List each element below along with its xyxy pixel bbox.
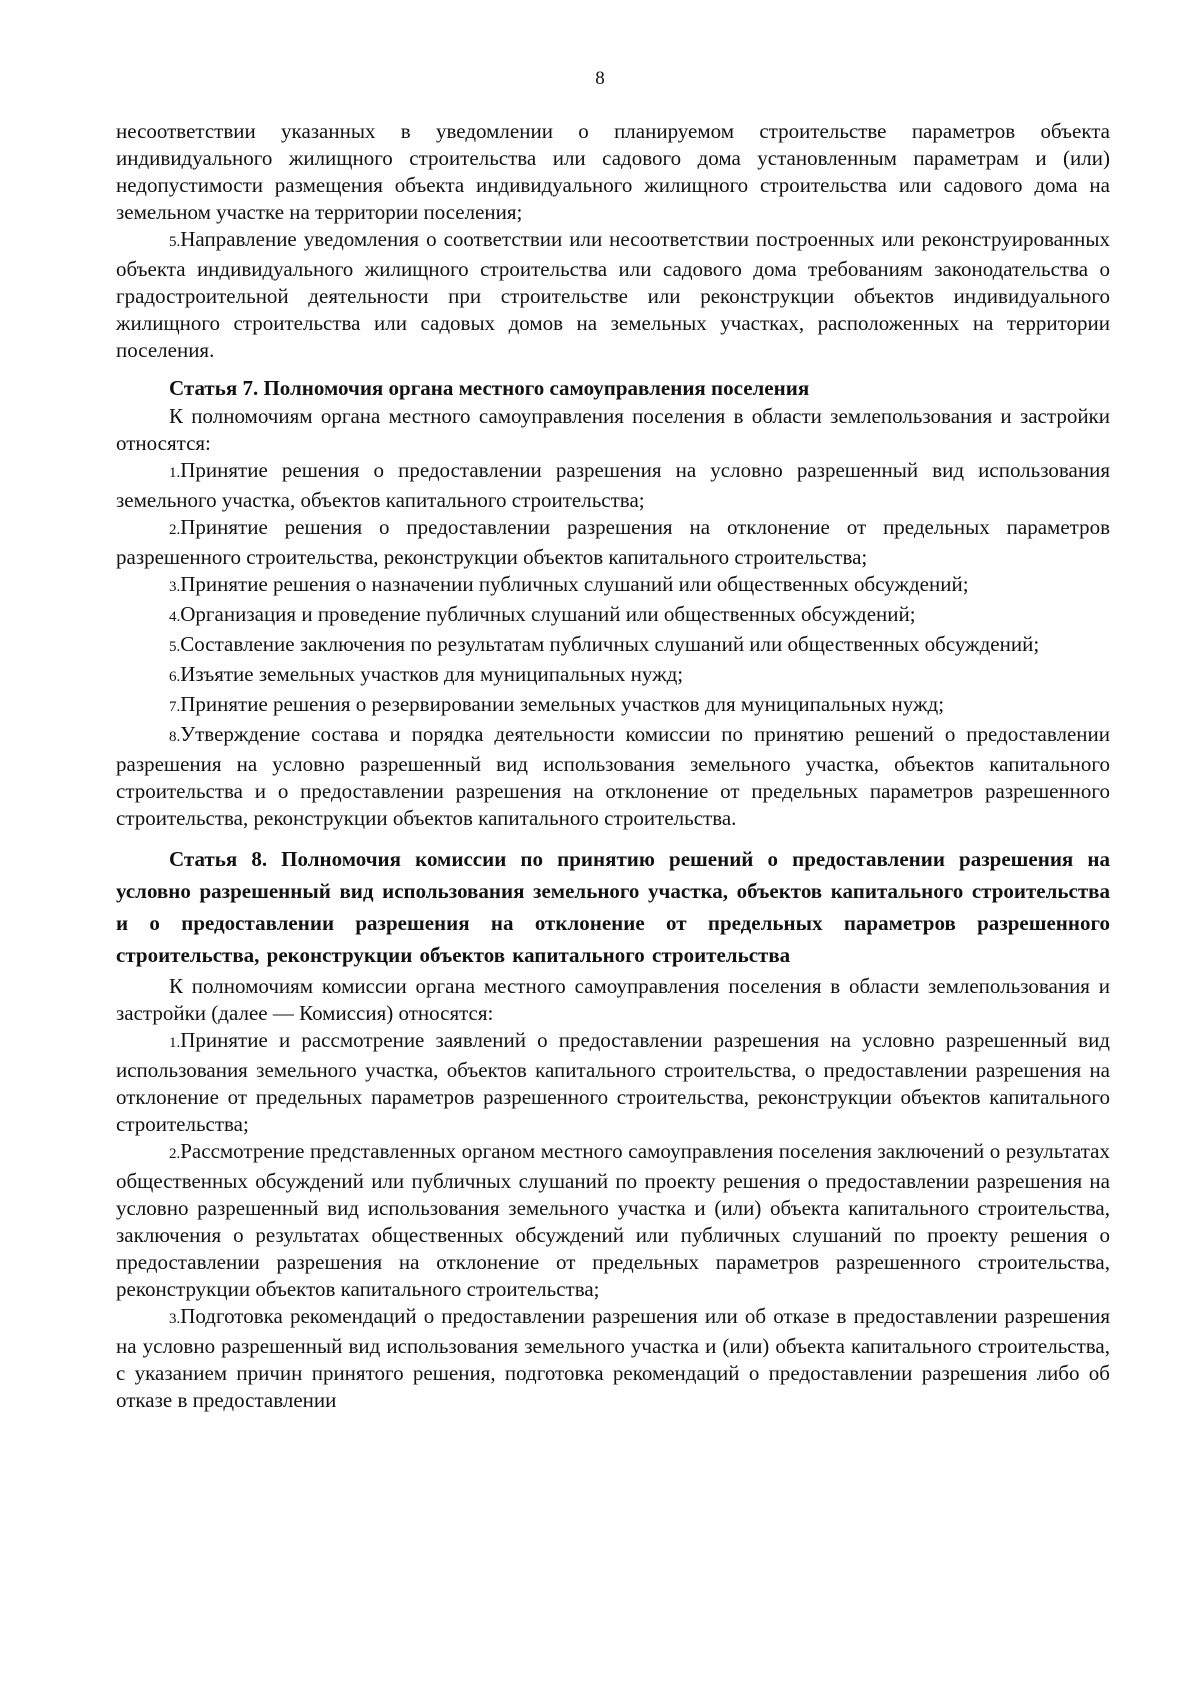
item-number: 4. — [169, 609, 181, 625]
item-text: Принятие решения о резервировании земельных участков для муниципальных нужд; — [180, 692, 945, 716]
item-number: 1. — [169, 465, 181, 481]
list-item — [116, 1027, 1110, 1138]
item-number: 8. — [169, 729, 181, 745]
continuation-paragraph: несоответствии указанных в уведомлении о планируемом строительстве параметров объекта индивидуального жилищного строительства или садового дома установленным параметрам и (или) недопустимости размещения объекта индивидуального жилищного строительства или садового дома на земельном участке на территории поселения; — [116, 119, 1110, 224]
item-number: 5. — [169, 639, 181, 655]
list-item — [116, 631, 1110, 661]
article-8-heading: Статья 8. Полномочия комиссии по принятию решений о предоставлении разрешения на условно разрешенный вид использования земельного участка, объектов капитального строительства и о предоставлении разрешения на отклонение от предельных параметров разрешенного строительства, реконструкции объектов капитального строительства — [116, 847, 1110, 967]
list-item — [116, 457, 1110, 514]
item-number: 2. — [169, 522, 181, 538]
item-text: Принятие решения о назначении публичных слушаний или общественных обсуждений; — [180, 572, 969, 596]
item-text: Составление заключения по результатам публичных слушаний или общественных обсуждений; — [180, 632, 1040, 656]
article-8-intro: К полномочиям комиссии органа местного самоуправления поселения в области землепользования и застройки (далее — Комиссия) относятся: — [116, 974, 1110, 1025]
item-number: 3. — [169, 579, 181, 595]
item-number: 6. — [169, 669, 181, 685]
article-7-intro: К полномочиям органа местного самоуправления поселения в области землепользования и застройки относятся: — [116, 404, 1110, 455]
list-item — [116, 571, 1110, 601]
list-item — [116, 514, 1110, 571]
list-item — [116, 661, 1110, 691]
list-item — [116, 691, 1110, 721]
item-text: Организация и проведение публичных слушаний или общественных обсуждений; — [180, 602, 916, 626]
document-body — [116, 118, 1110, 1414]
list-item — [116, 226, 1110, 364]
item-text: Принятие решения о предоставлении разрешения на отклонение от предельных параметров разрешенного строительства, реконструкции объектов капитального строительства; — [116, 515, 1110, 569]
item-number: 2. — [169, 1146, 181, 1162]
list-item — [116, 1303, 1110, 1414]
list-item — [116, 721, 1110, 832]
list-item — [116, 1138, 1110, 1303]
item-text: Подготовка рекомендаций о предоставлении разрешения или об отказе в предоставлении разрешения на условно разрешенный вид использования земельного участка и (или) объекта капитального строительства, с указанием причин принятого решения, подготовка рекомендаций о предоставлении разрешения либо об отказе в предоставлении — [116, 1304, 1110, 1412]
item-text: Принятие и рассмотрение заявлений о предоставлении разрешения на условно разрешенный вид использования земельного участка, объектов капитального строительства, о предоставлении разрешения на отклонение от предельных параметров разрешенного строительства, реконструкции объектов капитального строительства; — [116, 1028, 1110, 1136]
item-text: Рассмотрение представленных органом местного самоуправления поселения заключений о результатах общественных обсуждений или публичных слушаний по проекту решения о предоставлении разрешения на условно разрешенный вид использования земельного участка и (или) объекта капитального строительства, заключения о результатах общественных обсуждений или публичных слушаний по проекту решения о предоставлении разрешения на отклонение от предельных параметров разрешенного строительства, реконструкции объектов капитального строительства; — [116, 1139, 1110, 1301]
page-number: 8 — [595, 68, 605, 89]
item-number: 5. — [169, 234, 181, 250]
list-item — [116, 601, 1110, 631]
item-text: Изъятие земельных участков для муниципальных нужд; — [180, 662, 684, 686]
article-7-heading: Статья 7. Полномочия органа местного самоуправления поселения — [169, 376, 810, 400]
item-number: 1. — [169, 1035, 181, 1051]
item-number: 7. — [169, 699, 181, 715]
item-text: Направление уведомления о соответствии или несоответствии построенных или реконструированных объекта индивидуального жилищного строительства или садового дома требованиям законодательства о градостроительной деятельности при строительстве или реконструкции объектов индивидуального жилищного строительства или садовых домов на земельных участках, расположенных на территории поселения. — [116, 227, 1110, 362]
item-number: 3. — [169, 1311, 181, 1327]
item-text: Утверждение состава и порядка деятельности комиссии по принятию решений о предоставлении разрешения на условно разрешенный вид использования земельного участка, объектов капитального строительства и о предоставлении разрешения на отклонение от предельных параметров разрешенного строительства, реконструкции объектов капитального строительства. — [116, 722, 1110, 830]
item-text: Принятие решения о предоставлении разрешения на условно разрешенный вид использования земельного участка, объектов капитального строительства; — [116, 458, 1110, 512]
